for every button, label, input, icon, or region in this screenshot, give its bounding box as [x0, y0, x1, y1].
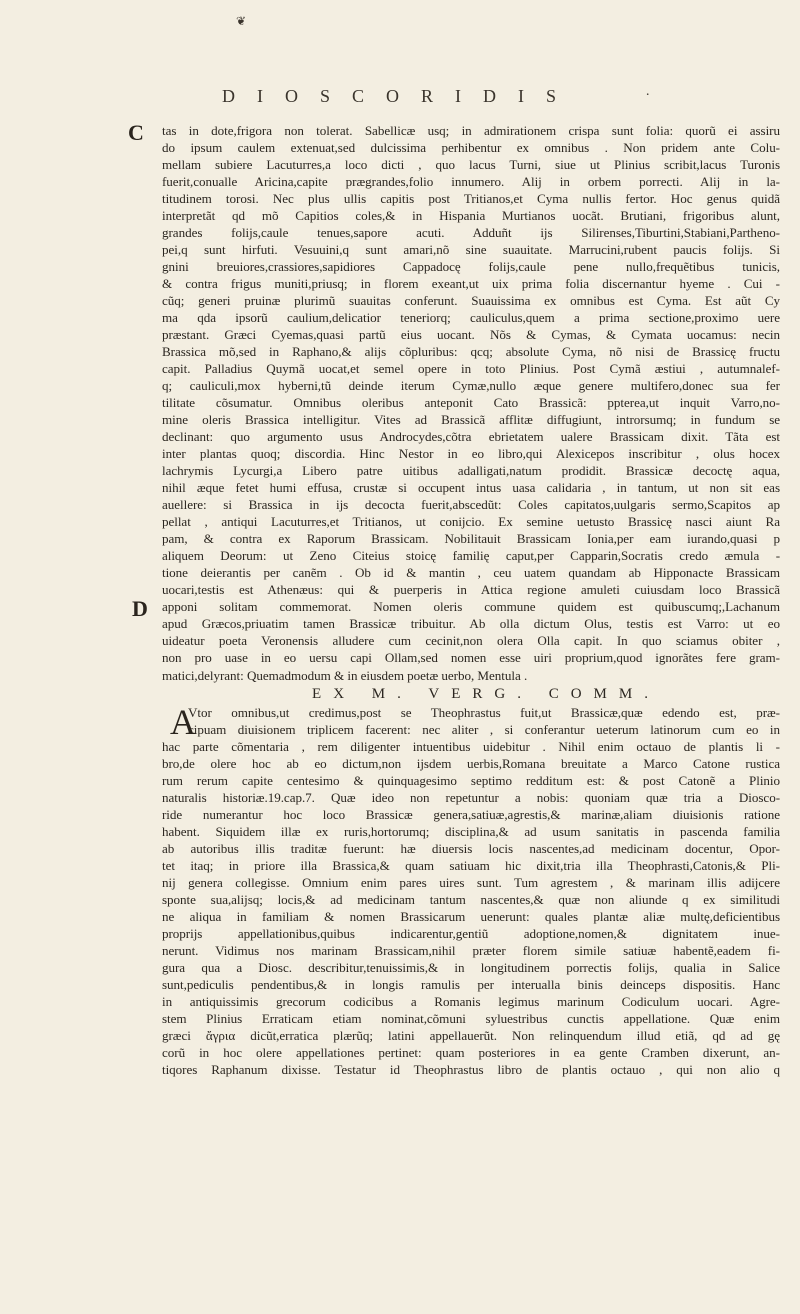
- text-line: mellam subiere Lacuturres,a loco dicti , quo lacus Turni, siue ut Plinius scribit,lacus Turonis: [162, 157, 780, 173]
- text-line: pam, & contra ex Raporum Brassicam. Nobilitauit Brassicam Ionia,per eam iurando,quasi p: [162, 531, 780, 547]
- text-line: cipuam diuisionem triplicem facerent: nec aliter , si conferantur ueterum latinorum cum eo in: [188, 722, 780, 738]
- running-title: [0, 86, 800, 107]
- initial-letter: A: [170, 702, 196, 742]
- text-line: non pro uase in eo uersu capi Ollam,sed nomen esse uiri proprium,quod ignorãtes fere gram-: [162, 650, 780, 666]
- text-line: cũq; generi pruinæ plurimũ suauitas conferunt. Suauissima ex omnibus est Cyma. Est aũt Cy: [162, 293, 780, 309]
- text-line: tas in dote,frigora non tolerat. Sabellicæ usq; in admirationem crispa sunt folia: quorũ ei assiru: [162, 123, 780, 138]
- text-line: stem Plinius Erraticam etiam nominat,cõmuni syluestribus cunctis appellatione. Quæ enim: [162, 1011, 780, 1027]
- text-line: ma qda ipsorũ caulium,delicatior teneriorq; cauliculus,quem a prima sectione,proximo uere: [162, 310, 780, 326]
- margin-letter-c: C: [128, 120, 144, 145]
- text-line: gnini breuiores,crassiores,sapidiores Cappadocę folijs,caule pene nullo,frequẽtibus tunicis,: [162, 259, 780, 275]
- commentary-heading: EX M. VERG. COMM.: [312, 686, 660, 702]
- text-line: tione deierantis per canẽm . Ob id & mantin , ceu uatem quandam ab Hipponacte Brassicam: [162, 565, 780, 581]
- printer-ornament: ❦: [236, 14, 247, 28]
- text-line: matici,delyrant: Quemadmodum & in eiusdem poetæ uerbo, Mentula .: [162, 667, 528, 683]
- text-line: ab autoribus illis traditæ fuerunt: hæ diuersis locis nascentes,ad medicinam docentur, Opor-: [162, 841, 780, 857]
- text-line: pellat , antiqui Lacuturres,et Tritianos, ut conijcio. Ex semine uetusto Brassicę nasci aiunt Ra: [162, 514, 780, 530]
- text-line: auellere: si Brassica in ijs decocta fuerit,abscedũt: Coles capitatos,uulgaris sermo,Scapitos ap: [162, 497, 780, 513]
- folio-mark: ·: [645, 88, 650, 103]
- text-line: capit. Palladius Quymã uocat,et semel opere in toto Plinius. Post Cymã æstiui , autumnalef-: [162, 361, 780, 377]
- text-line: nerunt. Vidimus nos marinam Brassicam,nihil præter florem simile satiuæ habentẽ,eadem fi-: [162, 943, 780, 959]
- text-line: bro,de olere hoc ab eo dictum,non ijsdem uerbis,Romana breuitate a Marco Catone rustica: [162, 756, 780, 772]
- text-line: pei,q sunt hirfuti. Vesuuini,q sunt amari,nõ sine suauitate. Marrucini,rubent paucis folijs. Si: [162, 242, 780, 258]
- text-line: titudinem torosi. Nec plus ullis capitis post Tritianos,et Cyma nullis fertor. Hoc genus quidã: [162, 191, 780, 207]
- text-line: proprijs appellationibus,quibus indicarentur,gentiũ adoptione,nomen,& dignitatem inue-: [162, 926, 780, 942]
- text-line: tilitate cõsumatur. Omnibus oleribus anteponit Cato Brassicã: ppterea,ut inquit Varro,no-: [162, 395, 780, 411]
- text-line: naturalis historiæ.19.cap.7. Quæ ideo non repetuntur a nobis: quoniam quæ tria a Diosco-: [162, 790, 780, 806]
- text-line: rum rerum capite centesimo & quinquagesimo septimo redditum est: & post Catonẽ a Plinio: [162, 773, 780, 789]
- text-line: do ipsum caulem extenuat,sed dulcissima perhibentur ex omnibus . Non pridem ante Colu-: [162, 140, 780, 156]
- commentary-heading-row: [162, 686, 780, 703]
- text-line: Brassica mõ,sed in Raphano,& alijs cõpluribus: qcq; absolute Cyma, nõ nisi de Brassicę fructu: [162, 344, 780, 360]
- text-line: tiqores Raphanum dixisse. Testatur id Theophrastus libro de plantis octauo , qui non alio q: [162, 1062, 780, 1078]
- text-line: aliquem Deorum: ut Zeno Citeius stoicę familię caput,per Capparin,Socratis credo æmula -: [162, 548, 780, 564]
- text-line: mine oleris Brassica intelligitur. Vites ad Brassicã afflitæ diffugiunt, introrsumq; in fundum se: [162, 412, 780, 428]
- text-line: habent. Siquidem illæ ex ruris,hortorumq; disciplina,& ad usum sanitatis in pascenda familia: [162, 824, 780, 840]
- margin-letter-d: D: [132, 596, 148, 621]
- text-line: uideatur poeta Veronensis alludere cum cecinit,non olera Olla capit. In quo sciamus obiter ,: [162, 633, 780, 649]
- text-line: sunt,pediculis pendentibus,& in longis ramulis per interualla binis deinceps dispositis. Hanc: [162, 977, 780, 993]
- text-line: apud Græcos,priuatim tamen Brassicæ tribuitur. Ab olla dictum Olus, testis est Varro: ut eo: [162, 616, 780, 632]
- text-line: q; cauliculi,mox hyberni,tũ deinde iterum Cymæ,nullo æque genere multifero,donec sua fer: [162, 378, 780, 394]
- text-line: & contra frigus muniti,priusq; in florem exeant,ut uix prima folia discernantur hyeme . Cui -: [162, 276, 780, 292]
- text-line: Vtor omnibus,ut credimus,post se Theophrastus fuit,ut Brassicæ,quæ edendo est, præ-: [188, 705, 780, 720]
- text-line: hac parte cõmentaria , rem diligenter intuentibus uidebitur . Nihil enim octauo de plantis li -: [162, 739, 780, 755]
- text-line: lachrymis Lycurgi,a Libero patre uitibus adalligati,natum prodidit. Brassicæ decoctę aqua,: [162, 463, 780, 479]
- text-line: in antiquissimis grecorum codicibus a Romanis legimus marinum Codiculum uocari. Agre-: [162, 994, 780, 1010]
- text-line: grandes folijs,caule tenues,sapore acuti. Adduñt ijs Silirenses,Tiburtini,Stabiani,Partheno-: [162, 225, 780, 241]
- text-line: præstant. Græci Cyemas,quasi partũ eius uocant. Nõs & Cymas, & Cymata uocamus: necin: [162, 327, 780, 343]
- text-line: græci ἄγρια dicũt,erratica plærũq; latini appellauerũt. Non relinquendum illud etiã, qd ad gę: [162, 1028, 780, 1044]
- text-line: sponte sua,alijsq; locis,& ad medicinam tantum nascentes,& quæ non aliunde q ex similitudi: [162, 892, 780, 908]
- running-title-text: DIOSCORIDIS: [221, 86, 578, 106]
- text-line: interpretãt qd mõ Capitios coles,& in Hispania Murtianos uocãt. Brutiani, frigoribus alunt,: [162, 208, 780, 224]
- text-line: apponi solitam commemorat. Nomen oleris commune quidem est quibuscumq;,Lachanum: [162, 599, 780, 615]
- text-line: corũ in hoc olere appellationes pertinet: quam posteriores in ea gente Cramben dixerunt, an-: [162, 1045, 780, 1061]
- text-line: gura qua a Diosc. describitur,tenuissimis,& in longitudinem porrectis folijs, qualia in Salice: [162, 960, 780, 976]
- text-line: ride numerantur hoc loco Brassicæ genera,satiuæ,agrestis,& marinæ,aliam diuisionis ratione: [162, 807, 780, 823]
- text-line: ne aliqua in familiam & nomen Brassicarum uenerunt: quales plantæ aliæ multę,deficientibus: [162, 909, 780, 925]
- main-text-part1: [162, 122, 780, 684]
- text-line: declinant: quo argumento usus Androcydes,cõtra ebrietatem ualere Brassicam dixit. Tãta est: [162, 429, 780, 445]
- text-line: inter plantas quoq; discordia. Hinc Nestor in eo libro,qui Alexicepos inscribitur , olus hocex: [162, 446, 780, 462]
- text-line: uocari,testis est Athenæus: qui & puerperis in Attica regione amuleti cuiusdam loco Brassicã: [162, 582, 780, 598]
- text-line: fuerit,conualle Aricina,capite prægrandes,folio innumero. Alij in orbem porrecti. Alij in la-: [162, 174, 780, 190]
- text-line: nij genera collegisse. Omnium enim pares uires sunt. Tum agrestem , & marinam illis adijcere: [162, 875, 780, 891]
- text-line: tet itaq; in priore illa Brassica,& quam satiuam hic dixit,tria illa Theophrasti,Catonis,& Pli-: [162, 858, 780, 874]
- text-line: nihil æque fetet humi effusa, crustæ si occupent intus uasa calidaria , in tantum, ut non sit eas: [162, 480, 780, 496]
- commentary-text: [162, 704, 780, 1078]
